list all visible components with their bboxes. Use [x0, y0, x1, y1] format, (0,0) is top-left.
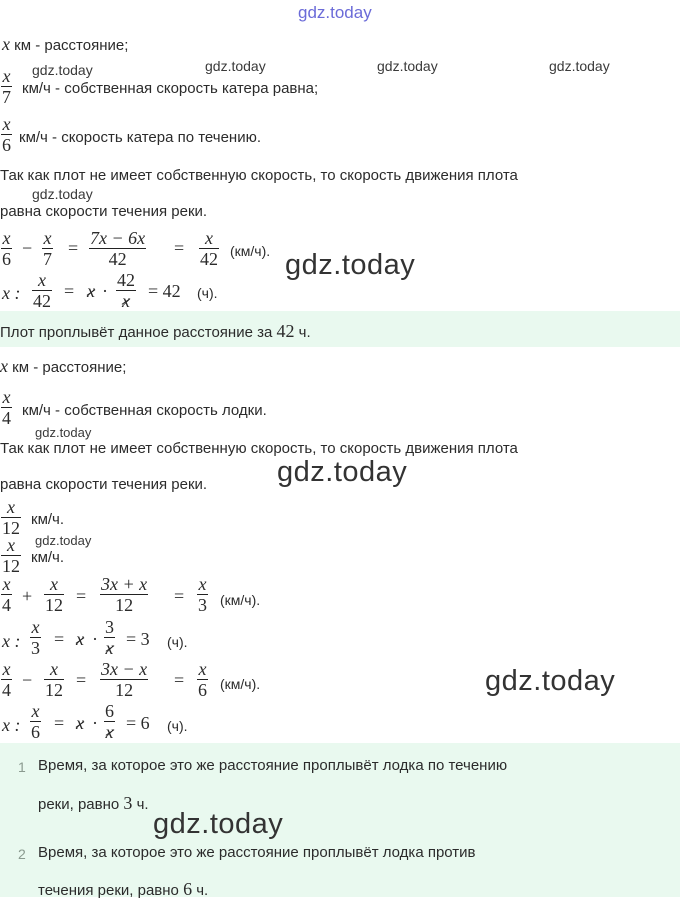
cancelled-x: x	[87, 281, 95, 301]
watermark: gdz.today	[549, 58, 610, 74]
operator: −	[22, 238, 33, 258]
line-raft-explanation-2: Так как плот не имеет собственную скорость, то скорость движения плота	[0, 440, 518, 457]
cancelled-x: x	[76, 713, 84, 733]
line-boat-speed: км/ч - собственная скорость лодки.	[22, 402, 267, 419]
list-number: 1	[18, 759, 26, 775]
watermark: gdz.today	[205, 58, 266, 74]
fraction: $\frac{7x - 6x}{42}$	[90, 228, 146, 269]
watermark-large: gdz.today	[485, 665, 616, 697]
unit: (ч).	[167, 718, 188, 734]
line-current-speed-2: км/ч.	[31, 549, 65, 566]
watermark: gdz.today	[32, 62, 93, 78]
line-own-speed: км/ч - собственная скорость катера равна;	[22, 80, 319, 97]
fraction: $\frac{x}{7}$	[43, 228, 52, 269]
unit: (км/ч).	[230, 243, 271, 259]
unit: (км/ч).	[220, 592, 261, 608]
fraction: $\frac{3}{x}$	[105, 617, 114, 658]
fraction-x-12: $\frac{x}{12}$	[2, 535, 20, 576]
line-raft-explanation: Так как плот не имеет собственную скорость, то скорость движения плота	[0, 167, 518, 184]
answer-text: Время, за которое это же расстояние проплывёт лодка по течению	[38, 757, 508, 774]
operator: =	[174, 238, 185, 258]
result-raft-time: Плот проплывёт данное расстояние за 42 ч.	[0, 321, 311, 341]
answer-text-cont: течения реки, равно 6 ч.	[38, 879, 209, 899]
line-distance: x км - расстояние;	[2, 34, 129, 54]
line-raft-explanation-2-cont: равна скорости течения реки.	[0, 476, 208, 493]
result: = 6	[126, 713, 150, 733]
fraction: $\frac{x}{42}$	[33, 270, 51, 311]
fraction: $\frac{3x - x}{12}$	[101, 659, 148, 700]
operator: ·	[92, 713, 98, 733]
cancelled-x: x	[116, 290, 136, 311]
fraction: $\frac{x}{12}$	[45, 574, 63, 615]
watermark-large: gdz.today	[285, 249, 416, 281]
unit: (км/ч).	[220, 676, 261, 692]
fraction-x-6: $\frac{x}{6}$	[2, 114, 11, 155]
expression: x :	[2, 631, 21, 651]
fraction: $\frac{x}{6}$	[2, 228, 11, 269]
fraction-x-4: $\frac{x}{4}$	[2, 387, 11, 428]
fraction: $\frac{x}{6}$	[31, 701, 40, 742]
list-number: 2	[18, 846, 26, 862]
operator: =	[76, 586, 87, 606]
operator: =	[174, 586, 185, 606]
result: = 42	[148, 281, 181, 301]
result: = 3	[126, 629, 150, 649]
line-current-speed: км/ч.	[31, 511, 65, 528]
fraction: $\frac{x}{3}$	[198, 574, 207, 615]
fraction-x-7: $\frac{x}{7}$	[2, 66, 11, 107]
operator: =	[54, 713, 65, 733]
expression: x :	[2, 283, 21, 303]
answer-text: Время, за которое это же расстояние проплывёт лодка против	[38, 844, 476, 861]
fraction: $\frac{x}{6}$	[198, 659, 207, 700]
cancelled-x: x	[105, 638, 114, 658]
cancelled-x: x	[76, 629, 84, 649]
answer-text-cont: реки, равно 3 ч.	[38, 793, 149, 813]
operator: =	[54, 629, 65, 649]
fraction: $\frac{x}{12}$	[45, 659, 63, 700]
operator: +	[22, 586, 33, 606]
watermark-large: gdz.today	[277, 456, 408, 488]
fraction: $\frac{6}{x}$	[105, 701, 114, 742]
operator: =	[76, 670, 87, 690]
watermark-large: gdz.today	[153, 808, 284, 840]
fraction: $\frac{x}{4}$	[2, 659, 11, 700]
operator: ·	[102, 281, 108, 301]
watermark-top: gdz.today	[298, 3, 372, 22]
fraction-x-12: $\frac{x}{12}$	[2, 497, 20, 538]
expression: x :	[2, 715, 21, 735]
watermark: gdz.today	[35, 425, 92, 440]
fraction: $\frac{42}{x}$	[117, 270, 135, 311]
fraction: $\frac{x}{3}$	[31, 617, 40, 658]
unit: (ч).	[197, 285, 218, 301]
fraction: $\frac{3x + x}{12}$	[101, 574, 148, 615]
cancelled-x: x	[105, 722, 114, 742]
fraction: $\frac{x}{42}$	[200, 228, 218, 269]
operator: ·	[92, 629, 98, 649]
unit: (ч).	[167, 634, 188, 650]
line-raft-explanation-cont: равна скорости течения реки.	[0, 203, 208, 220]
watermark: gdz.today	[32, 186, 93, 202]
operator: =	[174, 670, 185, 690]
line-distance-2: x км - расстояние;	[0, 356, 127, 376]
operator: =	[64, 281, 75, 301]
line-downstream-speed: км/ч - скорость катера по течению.	[19, 129, 262, 146]
watermark: gdz.today	[35, 533, 92, 548]
operator: −	[22, 670, 33, 690]
fraction: $\frac{x}{4}$	[2, 574, 11, 615]
watermark: gdz.today	[377, 58, 438, 74]
operator: =	[68, 238, 79, 258]
